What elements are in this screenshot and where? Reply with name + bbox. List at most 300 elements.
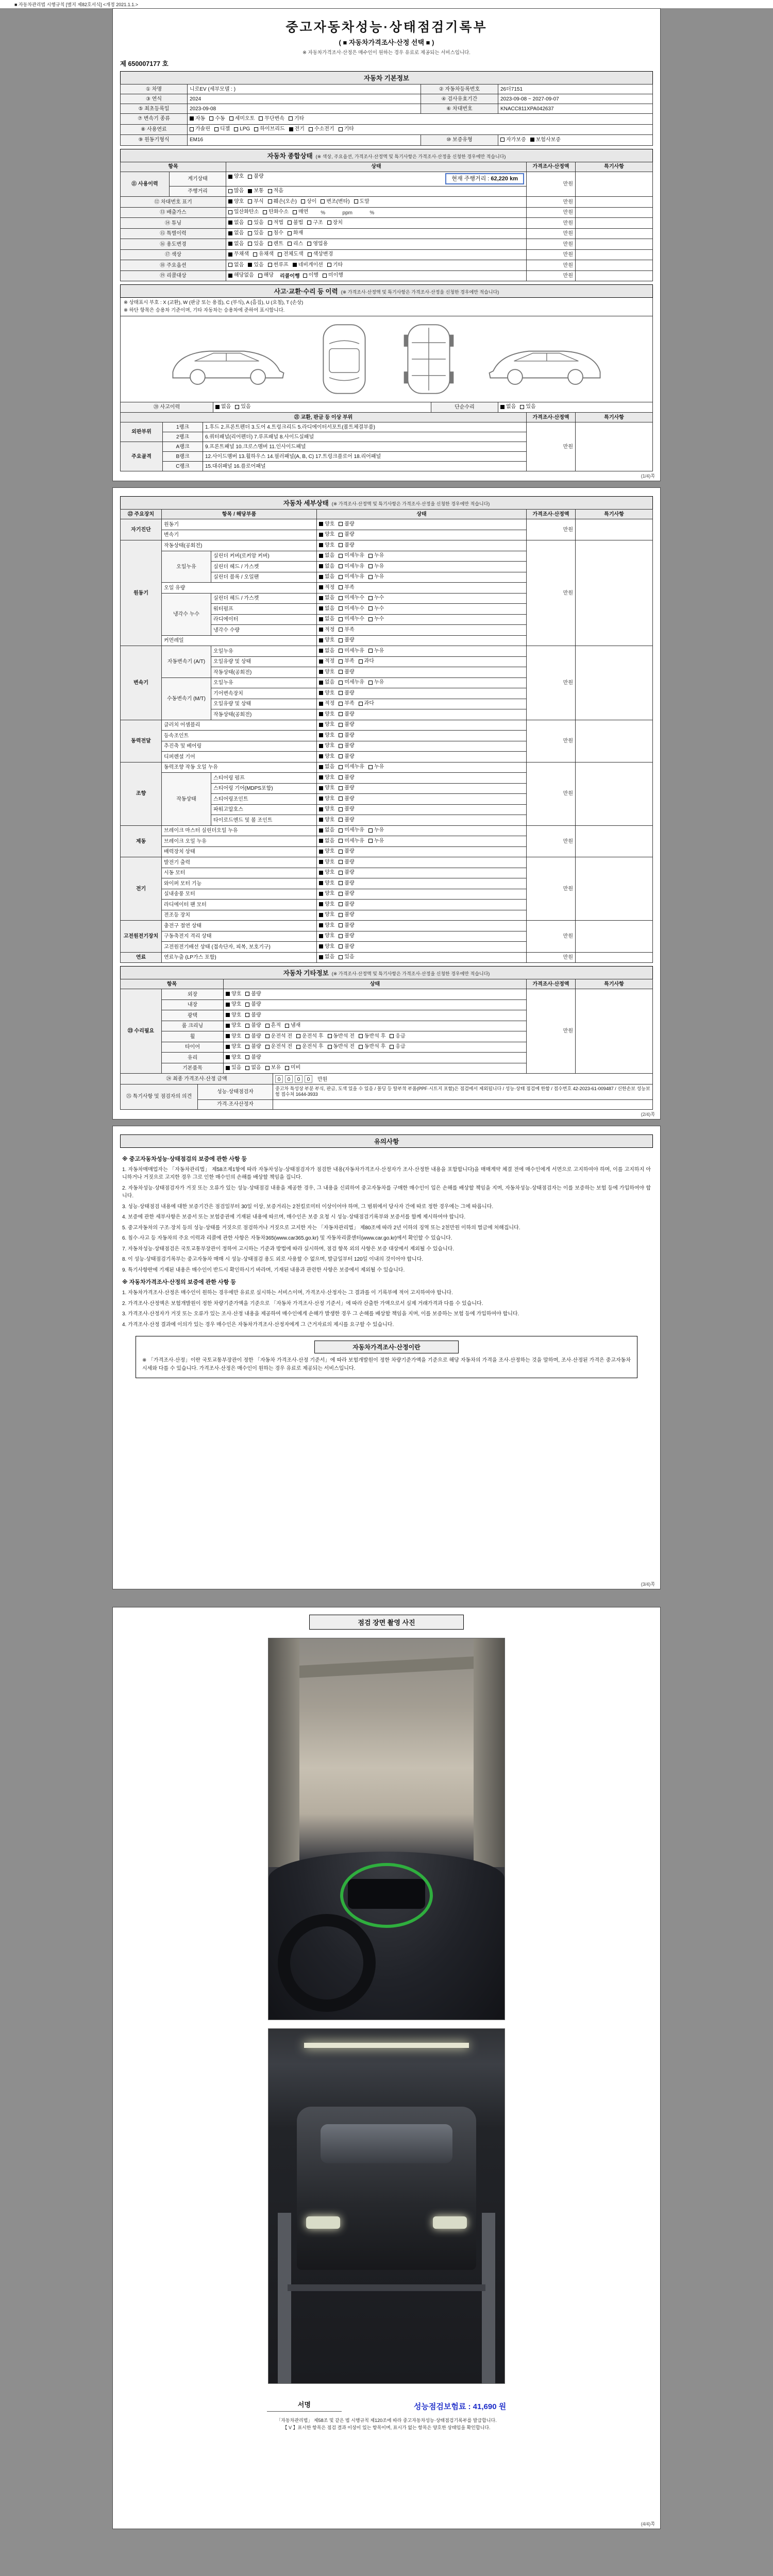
- checkbox-응급[interactable]: [390, 1043, 405, 1050]
- checkbox-box[interactable]: [339, 702, 343, 706]
- checkbox-변조(변타)[interactable]: [321, 198, 349, 205]
- checkbox-box[interactable]: [368, 564, 373, 568]
- checkbox-box[interactable]: [319, 934, 323, 938]
- checkbox-양호[interactable]: [226, 991, 241, 997]
- checkbox-box[interactable]: [319, 807, 323, 811]
- checkbox-box[interactable]: [228, 210, 232, 214]
- checkbox-무채색[interactable]: [228, 251, 249, 258]
- checkbox-box[interactable]: [339, 617, 343, 621]
- checkbox-LPG[interactable]: [234, 126, 250, 132]
- checkbox-부식[interactable]: [248, 198, 263, 205]
- checkbox-네비게이션[interactable]: [293, 262, 323, 268]
- checkbox-양호[interactable]: [319, 880, 334, 887]
- checkbox-없음[interactable]: [228, 241, 244, 247]
- checkbox-box[interactable]: [228, 274, 232, 278]
- checkbox-미세누유[interactable]: [339, 552, 364, 559]
- checkbox-리스[interactable]: [288, 241, 303, 247]
- checkbox-부족[interactable]: [339, 700, 354, 707]
- checkbox-box[interactable]: [228, 231, 232, 235]
- checkbox-box[interactable]: [319, 955, 323, 959]
- checkbox-부족[interactable]: [339, 658, 354, 665]
- checkbox-box[interactable]: [339, 923, 343, 927]
- checkbox-box[interactable]: [339, 564, 343, 568]
- checkbox-미세누유[interactable]: [339, 679, 364, 686]
- checkbox-미세누유[interactable]: [339, 827, 364, 834]
- checkbox-box[interactable]: [339, 934, 343, 938]
- checkbox-box[interactable]: [359, 702, 363, 706]
- checkbox-불량[interactable]: [339, 890, 354, 897]
- checkbox-동반석-전[interactable]: [328, 1043, 355, 1050]
- checkbox-box[interactable]: [228, 242, 232, 246]
- checkbox-없음[interactable]: [319, 764, 334, 770]
- checkbox-box[interactable]: [215, 405, 220, 409]
- checkbox-box[interactable]: [254, 127, 258, 131]
- checkbox-없음[interactable]: [245, 1064, 261, 1071]
- checkbox-box[interactable]: [245, 1066, 249, 1070]
- checkbox-box[interactable]: [235, 405, 239, 409]
- checkbox-box[interactable]: [309, 127, 313, 131]
- checkbox-box[interactable]: [319, 892, 323, 896]
- checkbox-누유[interactable]: [368, 563, 384, 570]
- checkbox-불량[interactable]: [339, 943, 354, 950]
- checkbox-box[interactable]: [339, 828, 343, 833]
- checkbox-양호[interactable]: [319, 774, 334, 781]
- checkbox-box[interactable]: [368, 617, 373, 621]
- checkbox-양호[interactable]: [319, 721, 334, 728]
- checkbox-box[interactable]: [319, 744, 323, 748]
- checkbox-box[interactable]: [319, 765, 323, 769]
- checkbox-box[interactable]: [265, 1024, 270, 1028]
- checkbox-box[interactable]: [339, 649, 343, 653]
- checkbox-box[interactable]: [190, 127, 194, 131]
- checkbox-box[interactable]: [319, 902, 323, 906]
- checkbox-box[interactable]: [248, 221, 252, 225]
- checkbox-box[interactable]: [319, 796, 323, 801]
- checkbox-세미오토[interactable]: [229, 115, 255, 122]
- checkbox-box[interactable]: [359, 1034, 363, 1038]
- checkbox-box[interactable]: [288, 242, 292, 246]
- checkbox-box[interactable]: [339, 533, 343, 537]
- checkbox-무단변속[interactable]: [259, 115, 284, 122]
- checkbox-box[interactable]: [339, 902, 343, 906]
- checkbox-box[interactable]: [500, 405, 505, 409]
- checkbox-box[interactable]: [308, 252, 312, 257]
- checkbox-box[interactable]: [327, 263, 331, 267]
- checkbox-양호[interactable]: [319, 869, 334, 876]
- checkbox-동반석-전[interactable]: [328, 1033, 355, 1040]
- checkbox-box[interactable]: [319, 681, 323, 685]
- checkbox-불량[interactable]: [245, 1033, 261, 1040]
- checkbox-양호[interactable]: [226, 1033, 241, 1040]
- checkbox-양호[interactable]: [319, 637, 334, 643]
- checkbox-box[interactable]: [339, 638, 343, 642]
- checkbox-box[interactable]: [248, 242, 252, 246]
- checkbox-있음[interactable]: [248, 262, 263, 268]
- checkbox-box[interactable]: [339, 543, 343, 547]
- checkbox-불량[interactable]: [339, 732, 354, 739]
- checkbox-box[interactable]: [228, 175, 232, 179]
- checkbox-과다[interactable]: [359, 658, 374, 665]
- checkbox-box[interactable]: [359, 659, 363, 664]
- checkbox-누유[interactable]: [368, 838, 384, 844]
- checkbox-불량[interactable]: [339, 859, 354, 866]
- checkbox-box[interactable]: [339, 871, 343, 875]
- checkbox-적정[interactable]: [319, 700, 334, 707]
- checkbox-불량[interactable]: [339, 542, 354, 549]
- checkbox-box[interactable]: [339, 796, 343, 801]
- checkbox-양호[interactable]: [319, 785, 334, 791]
- checkbox-box[interactable]: [289, 127, 293, 131]
- checkbox-불량[interactable]: [339, 711, 354, 718]
- checkbox-불량[interactable]: [339, 806, 354, 812]
- checkbox-불량[interactable]: [339, 848, 354, 855]
- checkbox-양호[interactable]: [226, 1054, 241, 1061]
- checkbox-box[interactable]: [339, 659, 343, 664]
- checkbox-box[interactable]: [520, 405, 524, 409]
- checkbox-box[interactable]: [319, 913, 323, 917]
- checkbox-적음[interactable]: [268, 188, 283, 194]
- checkbox-box[interactable]: [339, 691, 343, 695]
- checkbox-box[interactable]: [265, 1034, 270, 1038]
- checkbox-부족[interactable]: [339, 626, 354, 633]
- checkbox-양호[interactable]: [319, 711, 334, 718]
- checkbox-과다[interactable]: [359, 700, 374, 707]
- checkbox-box[interactable]: [268, 199, 272, 204]
- checkbox-box[interactable]: [319, 659, 323, 664]
- checkbox-box[interactable]: [339, 818, 343, 822]
- checkbox-box[interactable]: [245, 1024, 249, 1028]
- checkbox-box[interactable]: [339, 850, 343, 854]
- checkbox-box[interactable]: [285, 1066, 289, 1070]
- checkbox-양호[interactable]: [319, 848, 334, 855]
- checkbox-미세누유[interactable]: [339, 764, 364, 770]
- checkbox-box[interactable]: [319, 839, 323, 843]
- checkbox-box[interactable]: [339, 860, 343, 864]
- checkbox-미세누유[interactable]: [339, 573, 364, 580]
- checkbox-box[interactable]: [339, 775, 343, 779]
- checkbox-box[interactable]: [319, 649, 323, 653]
- checkbox-box[interactable]: [248, 231, 252, 235]
- checkbox-구조[interactable]: [307, 219, 323, 226]
- checkbox-box[interactable]: [226, 1045, 230, 1049]
- checkbox-도말[interactable]: [354, 198, 369, 205]
- checkbox-불량[interactable]: [339, 785, 354, 791]
- checkbox-box[interactable]: [319, 712, 323, 716]
- checkbox-box[interactable]: [368, 828, 373, 833]
- checkbox-box[interactable]: [319, 617, 323, 621]
- checkbox-box[interactable]: [234, 127, 238, 131]
- checkbox-불량[interactable]: [339, 901, 354, 908]
- checkbox-box[interactable]: [368, 765, 373, 769]
- checkbox-있음[interactable]: [520, 403, 535, 410]
- checkbox-없음[interactable]: [319, 595, 334, 601]
- checkbox-box[interactable]: [265, 1066, 270, 1070]
- checkbox-box[interactable]: [368, 839, 373, 843]
- checkbox-box[interactable]: [319, 723, 323, 727]
- checkbox-불량[interactable]: [245, 1054, 261, 1061]
- checkbox-box[interactable]: [226, 1013, 230, 1017]
- checkbox-box[interactable]: [293, 263, 297, 267]
- checkbox-수소전기[interactable]: [309, 126, 334, 132]
- checkbox-없음[interactable]: [319, 648, 334, 654]
- checkbox-box[interactable]: [339, 744, 343, 748]
- checkbox-box[interactable]: [339, 839, 343, 843]
- checkbox-box[interactable]: [303, 274, 307, 278]
- checkbox-box[interactable]: [226, 1003, 230, 1007]
- checkbox-box[interactable]: [248, 263, 252, 267]
- checkbox-누수[interactable]: [368, 616, 384, 622]
- checkbox-매연[interactable]: [293, 209, 308, 215]
- checkbox-box[interactable]: [228, 221, 232, 225]
- checkbox-box[interactable]: [319, 564, 323, 568]
- checkbox-box[interactable]: [245, 1003, 249, 1007]
- checkbox-불량[interactable]: [339, 669, 354, 675]
- checkbox-없음[interactable]: [228, 219, 244, 226]
- checkbox-box[interactable]: [319, 691, 323, 695]
- checkbox-적법[interactable]: [268, 219, 283, 226]
- checkbox-box[interactable]: [321, 199, 325, 204]
- checkbox-box[interactable]: [285, 1024, 289, 1028]
- checkbox-누수[interactable]: [368, 605, 384, 612]
- checkbox-영업용[interactable]: [307, 241, 328, 247]
- checkbox-장치[interactable]: [327, 219, 343, 226]
- checkbox-box[interactable]: [253, 252, 257, 257]
- checkbox-box[interactable]: [293, 210, 297, 214]
- checkbox-양호[interactable]: [319, 890, 334, 897]
- checkbox-운전석-후[interactable]: [296, 1033, 323, 1040]
- checkbox-미세누유[interactable]: [339, 563, 364, 570]
- checkbox-불량[interactable]: [339, 880, 354, 887]
- checkbox-불량[interactable]: [248, 173, 263, 180]
- checkbox-양호[interactable]: [319, 531, 334, 538]
- checkbox-box[interactable]: [319, 606, 323, 611]
- checkbox-누유[interactable]: [368, 764, 384, 770]
- checkbox-미세누수[interactable]: [339, 595, 364, 601]
- checkbox-있음[interactable]: [339, 954, 354, 960]
- checkbox-box[interactable]: [359, 1045, 363, 1049]
- checkbox-양호[interactable]: [319, 901, 334, 908]
- checkbox-box[interactable]: [319, 786, 323, 790]
- checkbox-box[interactable]: [248, 175, 252, 179]
- checkbox-box[interactable]: [339, 786, 343, 790]
- checkbox-양호[interactable]: [319, 943, 334, 950]
- checkbox-가솔린[interactable]: [190, 126, 210, 132]
- checkbox-불량[interactable]: [339, 753, 354, 760]
- checkbox-box[interactable]: [319, 543, 323, 547]
- checkbox-box[interactable]: [368, 606, 373, 611]
- checkbox-썬루프[interactable]: [268, 262, 289, 268]
- checkbox-box[interactable]: [327, 221, 331, 225]
- checkbox-box[interactable]: [307, 242, 311, 246]
- checkbox-box[interactable]: [245, 1013, 249, 1017]
- checkbox-box[interactable]: [323, 274, 327, 278]
- checkbox-box[interactable]: [339, 712, 343, 716]
- checkbox-유채색[interactable]: [253, 251, 274, 258]
- checkbox-box[interactable]: [339, 892, 343, 896]
- checkbox-box[interactable]: [339, 596, 343, 600]
- checkbox-운전석-전[interactable]: [265, 1033, 292, 1040]
- checkbox-box[interactable]: [263, 210, 267, 214]
- checkbox-box[interactable]: [339, 670, 343, 674]
- checkbox-보통[interactable]: [248, 188, 263, 194]
- checkbox-양호[interactable]: [319, 922, 334, 929]
- checkbox-양호[interactable]: [228, 173, 244, 180]
- checkbox-양호[interactable]: [226, 1001, 241, 1008]
- checkbox-box[interactable]: [319, 575, 323, 579]
- checkbox-없음[interactable]: [319, 827, 334, 834]
- checkbox-누수[interactable]: [368, 595, 384, 601]
- checkbox-동반석-후[interactable]: [359, 1033, 385, 1040]
- checkbox-box[interactable]: [319, 754, 323, 758]
- checkbox-화재[interactable]: [288, 230, 303, 236]
- checkbox-불량[interactable]: [245, 1022, 261, 1029]
- checkbox-양호[interactable]: [319, 732, 334, 739]
- checkbox-box[interactable]: [319, 733, 323, 737]
- checkbox-box[interactable]: [319, 596, 323, 600]
- checkbox-불량[interactable]: [339, 774, 354, 781]
- checkbox-미세누수[interactable]: [339, 605, 364, 612]
- checkbox-부족[interactable]: [339, 584, 354, 591]
- checkbox-box[interactable]: [209, 116, 213, 121]
- checkbox-box[interactable]: [268, 231, 272, 235]
- checkbox-box[interactable]: [319, 702, 323, 706]
- checkbox-일산화탄소[interactable]: [228, 209, 259, 215]
- checkbox-box[interactable]: [319, 638, 323, 642]
- checkbox-box[interactable]: [319, 670, 323, 674]
- checkbox-양호[interactable]: [319, 795, 334, 802]
- checkbox-불량[interactable]: [339, 869, 354, 876]
- checkbox-없음[interactable]: [319, 552, 334, 559]
- checkbox-누유[interactable]: [368, 552, 384, 559]
- checkbox-box[interactable]: [319, 923, 323, 927]
- checkbox-양호[interactable]: [226, 1012, 241, 1019]
- checkbox-흔적[interactable]: [265, 1022, 281, 1029]
- checkbox-양호[interactable]: [226, 1043, 241, 1050]
- checkbox-box[interactable]: [226, 1066, 230, 1070]
- checkbox-미비[interactable]: [285, 1064, 300, 1071]
- checkbox-불량[interactable]: [339, 817, 354, 823]
- checkbox-미세누유[interactable]: [339, 838, 364, 844]
- checkbox-불량[interactable]: [339, 933, 354, 939]
- checkbox-양호[interactable]: [226, 1022, 241, 1029]
- checkbox-양호[interactable]: [319, 521, 334, 528]
- checkbox-box[interactable]: [368, 554, 373, 558]
- checkbox-box[interactable]: [288, 221, 292, 225]
- checkbox-box[interactable]: [245, 992, 249, 996]
- checkbox-box[interactable]: [339, 754, 343, 758]
- checkbox-box[interactable]: [245, 1045, 249, 1049]
- checkbox-box[interactable]: [390, 1034, 394, 1038]
- checkbox-box[interactable]: [265, 1045, 270, 1049]
- checkbox-없음[interactable]: [319, 838, 334, 844]
- checkbox-미세누수[interactable]: [339, 616, 364, 622]
- checkbox-불량[interactable]: [245, 1012, 261, 1019]
- checkbox-누유[interactable]: [368, 679, 384, 686]
- checkbox-운전석-후[interactable]: [296, 1043, 323, 1050]
- checkbox-box[interactable]: [228, 252, 232, 257]
- checkbox-box[interactable]: [228, 263, 232, 267]
- checkbox-양호[interactable]: [228, 198, 244, 205]
- checkbox-box[interactable]: [307, 221, 311, 225]
- checkbox-렌트[interactable]: [268, 241, 283, 247]
- checkbox-불량[interactable]: [245, 991, 261, 997]
- checkbox-box[interactable]: [339, 733, 343, 737]
- checkbox-box[interactable]: [339, 955, 343, 959]
- checkbox-box[interactable]: [268, 189, 272, 193]
- checkbox-자동[interactable]: [190, 115, 205, 122]
- checkbox-수동[interactable]: [209, 115, 225, 122]
- checkbox-box[interactable]: [319, 944, 323, 948]
- checkbox-box[interactable]: [229, 116, 233, 121]
- checkbox-적정[interactable]: [319, 658, 334, 665]
- checkbox-box[interactable]: [339, 606, 343, 611]
- checkbox-양호[interactable]: [319, 753, 334, 760]
- checkbox-box[interactable]: [319, 522, 323, 526]
- checkbox-없음[interactable]: [319, 954, 334, 960]
- checkbox-양호[interactable]: [319, 669, 334, 675]
- checkbox-box[interactable]: [339, 765, 343, 769]
- checkbox-불량[interactable]: [339, 521, 354, 528]
- checkbox-동반석-후[interactable]: [359, 1043, 385, 1050]
- checkbox-불량[interactable]: [245, 1043, 261, 1050]
- checkbox-box[interactable]: [228, 199, 232, 204]
- checkbox-운전석-전[interactable]: [265, 1043, 292, 1050]
- checkbox-불량[interactable]: [339, 531, 354, 538]
- checkbox-없음[interactable]: [319, 573, 334, 580]
- checkbox-적정[interactable]: [319, 626, 334, 633]
- checkbox-탄화수소[interactable]: [263, 209, 289, 215]
- checkbox-누유[interactable]: [368, 573, 384, 580]
- checkbox-불량[interactable]: [339, 911, 354, 918]
- checkbox-양호[interactable]: [319, 933, 334, 939]
- checkbox-불량[interactable]: [339, 922, 354, 929]
- checkbox-box[interactable]: [301, 199, 305, 204]
- checkbox-box[interactable]: [214, 127, 219, 131]
- checkbox-box[interactable]: [296, 1045, 300, 1049]
- checkbox-없음[interactable]: [500, 403, 516, 410]
- checkbox-양호[interactable]: [319, 742, 334, 749]
- checkbox-box[interactable]: [226, 1024, 230, 1028]
- checkbox-box[interactable]: [390, 1045, 394, 1049]
- checkbox-box[interactable]: [339, 522, 343, 526]
- checkbox-불량[interactable]: [245, 1001, 261, 1008]
- checkbox-box[interactable]: [319, 533, 323, 537]
- checkbox-양호[interactable]: [319, 911, 334, 918]
- checkbox-없음[interactable]: [228, 262, 244, 268]
- checkbox-기타[interactable]: [327, 262, 343, 268]
- checkbox-box[interactable]: [268, 263, 272, 267]
- checkbox-불법[interactable]: [288, 219, 303, 226]
- checkbox-box[interactable]: [258, 274, 262, 278]
- checkbox-box[interactable]: [328, 1034, 332, 1038]
- checkbox-box[interactable]: [190, 116, 194, 121]
- checkbox-해당[interactable]: [258, 272, 274, 279]
- checkbox-있음[interactable]: [235, 403, 250, 410]
- checkbox-box[interactable]: [245, 1055, 249, 1059]
- checkbox-box[interactable]: [268, 242, 272, 246]
- checkbox-box[interactable]: [248, 189, 252, 193]
- checkbox-없음[interactable]: [319, 616, 334, 622]
- checkbox-미이행[interactable]: [323, 272, 343, 279]
- checkbox-box[interactable]: [319, 818, 323, 822]
- checkbox-box[interactable]: [319, 775, 323, 779]
- checkbox-색상변경[interactable]: [308, 251, 333, 258]
- checkbox-box[interactable]: [319, 828, 323, 833]
- checkbox-box[interactable]: [319, 585, 323, 589]
- checkbox-box[interactable]: [319, 860, 323, 864]
- checkbox-box[interactable]: [289, 116, 293, 121]
- checkbox-box[interactable]: [319, 628, 323, 632]
